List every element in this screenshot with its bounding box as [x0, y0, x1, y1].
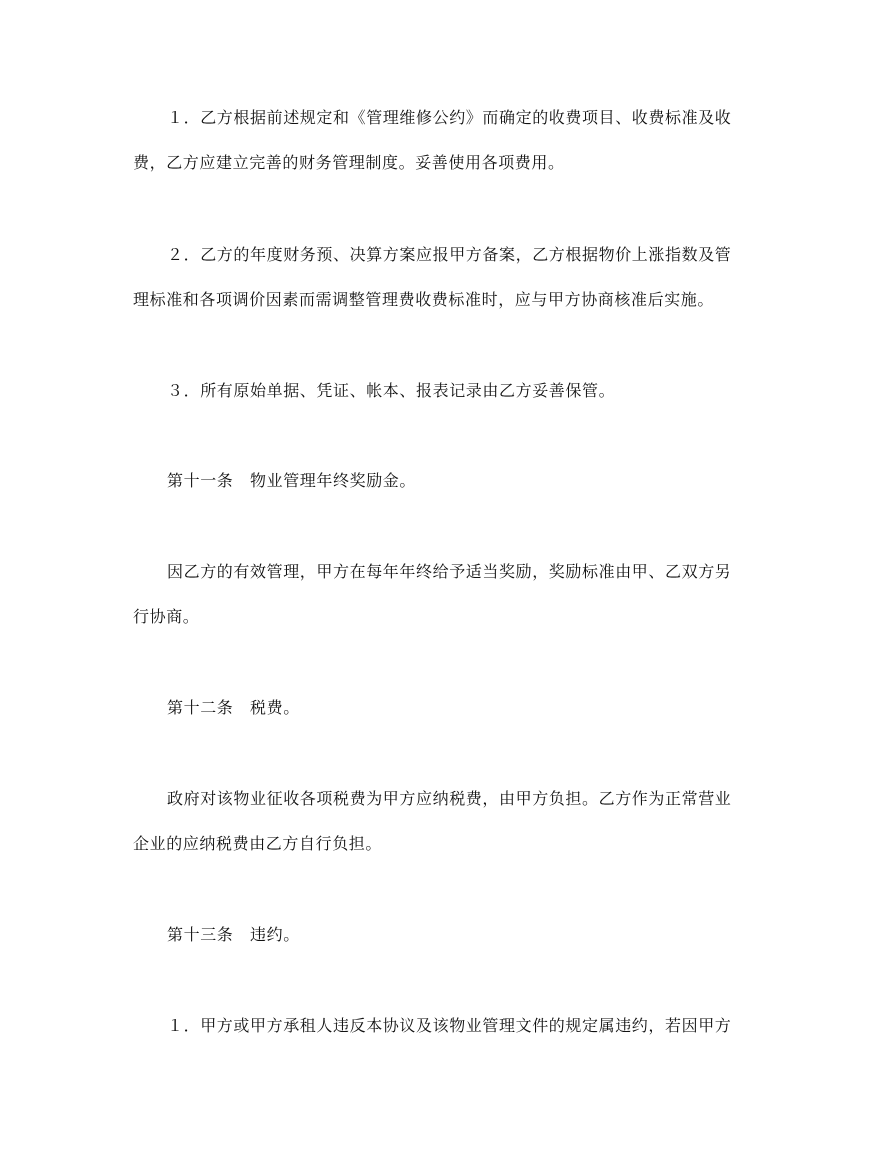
- paragraph-annual-budget: [133, 232, 773, 322]
- paragraph-line: 费，乙方应建立完善的财务管理制度。妥善使用各项费用。: [133, 153, 565, 172]
- paragraph-breach: [133, 1003, 773, 1048]
- article-heading-11: [133, 458, 773, 503]
- paragraph-line: ３．所有原始单据、凭证、帐本、报表记录由乙方妥善保管。: [167, 381, 616, 400]
- paragraph-line: 企业的应纳税费由乙方自行负担。: [133, 834, 383, 853]
- paragraph-line: ２．乙方的年度财务预、决算方案应报甲方备案，乙方根据物价上涨指数及管: [167, 245, 732, 264]
- paragraph-records: [133, 368, 773, 413]
- paragraph-line: 第十一条 物业管理年终奖励金。: [167, 471, 417, 490]
- paragraph-year-end-reward: [133, 549, 773, 639]
- paragraph-line: 行协商。: [133, 607, 200, 626]
- paragraph-fee-items: [133, 95, 773, 185]
- paragraph-line: １．甲方或甲方承租人违反本协议及该物业管理文件的规定属违约，若因甲方: [167, 1016, 732, 1035]
- paragraph-line: 因乙方的有效管理，甲方在每年年终给予适当奖励，奖励标准由甲、乙双方另: [167, 562, 732, 581]
- paragraph-line: １．乙方根据前述规定和《管理维修公约》而确定的收费项目、收费标准及收: [167, 108, 732, 127]
- paragraph-taxes: [133, 776, 773, 866]
- paragraph-line: 第十二条 税费。: [167, 698, 300, 717]
- paragraph-line: 第十三条 违约。: [167, 925, 300, 944]
- article-heading-13: [133, 912, 773, 957]
- paragraph-line: 理标准和各项调价因素而需调整管理费收费标准时，应与甲方协商核准后实施。: [133, 290, 715, 309]
- article-heading-12: [133, 685, 773, 730]
- paragraph-line: 政府对该物业征收各项税费为甲方应纳税费，由甲方负担。乙方作为正常营业: [167, 789, 732, 808]
